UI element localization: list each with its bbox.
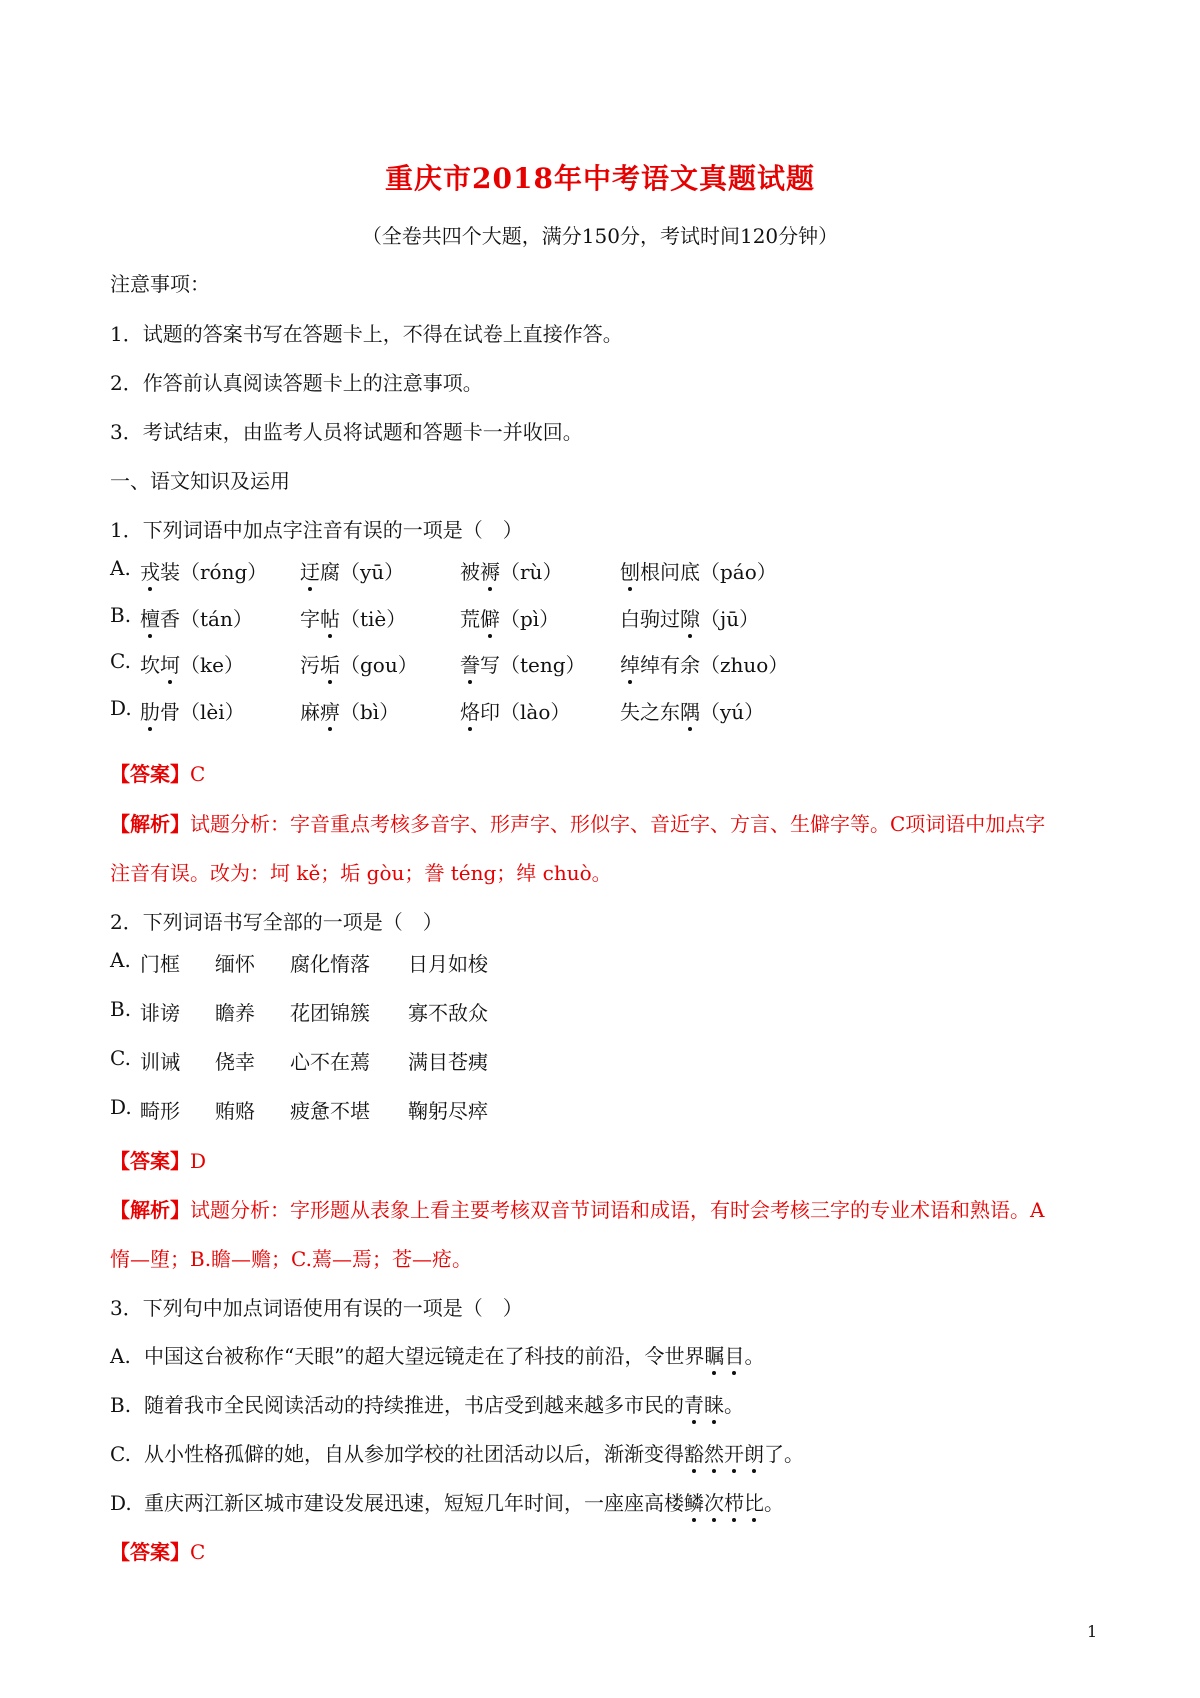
option-item bbox=[460, 603, 559, 632]
option-label: A. bbox=[110, 948, 131, 972]
option-label: C. bbox=[110, 1442, 131, 1466]
option-word: 缅怀 bbox=[215, 952, 255, 976]
option-item bbox=[140, 556, 267, 585]
dotted-char: 鳞 bbox=[684, 1487, 704, 1516]
dotted-char: 戎 bbox=[140, 556, 160, 585]
q1-option-row bbox=[110, 556, 777, 584]
dotted-char: 开 bbox=[724, 1438, 744, 1467]
dotted-char: 然 bbox=[704, 1438, 724, 1467]
option-word: 心不在蔫 bbox=[290, 1050, 370, 1074]
item-text: 腐（yū） bbox=[320, 560, 405, 584]
note-item-2: 2．作答前认真阅读答题卡上的注意事项。 bbox=[110, 371, 483, 395]
q1-analysis-line1 bbox=[110, 808, 1045, 837]
q2-option-row bbox=[110, 997, 488, 1025]
dotted-char: 睐 bbox=[704, 1389, 724, 1418]
dotted-char: 朗 bbox=[744, 1438, 764, 1467]
notes-heading: 注意事项： bbox=[110, 272, 210, 296]
item-text: （tiè） bbox=[340, 607, 407, 631]
option-item bbox=[620, 649, 788, 678]
analysis-text: 试题分析：字形题从表象上看主要考核双音节词语和成语，有时会考核三字的专业术语和熟语。A bbox=[190, 1198, 1045, 1222]
option-item bbox=[140, 603, 253, 632]
dotted-char: 隙 bbox=[680, 603, 700, 632]
item-text: 坎 bbox=[140, 653, 160, 677]
item-text: 香（tán） bbox=[160, 607, 253, 631]
option-item bbox=[300, 649, 418, 678]
option-word: 寡不敌众 bbox=[408, 1001, 488, 1025]
item-text: 失之东 bbox=[620, 700, 680, 724]
option-label: B. bbox=[110, 603, 132, 627]
q1-option-row bbox=[110, 696, 765, 724]
item-text: 印（lào） bbox=[480, 700, 571, 724]
item-text: 字 bbox=[300, 607, 320, 631]
q3-answer bbox=[110, 1536, 205, 1565]
dotted-char: 坷 bbox=[160, 649, 180, 678]
exam-subtitle: （全卷共四个大题，满分150分，考试时间120分钟） bbox=[361, 224, 839, 248]
option-word: 训诫 bbox=[140, 1050, 180, 1074]
item-text: （yú） bbox=[700, 700, 765, 724]
q3-option-row bbox=[110, 1438, 804, 1467]
dotted-char: 比 bbox=[744, 1487, 764, 1516]
option-word: 满目苍痍 bbox=[408, 1050, 488, 1074]
dotted-char: 瞩 bbox=[704, 1340, 724, 1369]
option-item bbox=[140, 649, 244, 678]
option-label: D. bbox=[110, 1491, 132, 1515]
dotted-char: 垢 bbox=[320, 649, 340, 678]
item-text: 骨（lèi） bbox=[160, 700, 245, 724]
dotted-char: 檀 bbox=[140, 603, 160, 632]
q1-option-row bbox=[110, 649, 789, 677]
analysis-tag: 【解析】 bbox=[110, 812, 190, 836]
dotted-char: 绰 bbox=[620, 649, 640, 678]
sentence-text: 重庆两江新区城市建设发展迅速，短短几年时间，一座座高楼 bbox=[144, 1491, 684, 1515]
dotted-char: 隅 bbox=[680, 696, 700, 725]
dotted-char: 迂 bbox=[300, 556, 320, 585]
answer-value: C bbox=[190, 1540, 206, 1564]
q3-option-row bbox=[110, 1487, 784, 1516]
option-word: 贿赂 bbox=[215, 1099, 255, 1123]
answer-value: D bbox=[190, 1149, 207, 1173]
sentence-text: 。 bbox=[724, 1393, 744, 1417]
option-label: C. bbox=[110, 1046, 131, 1070]
q2-analysis-line1 bbox=[110, 1194, 1044, 1223]
q2-option-row bbox=[110, 1046, 488, 1074]
option-item bbox=[620, 696, 764, 725]
dotted-char: 僻 bbox=[480, 603, 500, 632]
option-word: 日月如梭 bbox=[408, 952, 488, 976]
option-word: 花团锦簇 bbox=[290, 1001, 370, 1025]
option-label: B. bbox=[110, 997, 132, 1021]
option-item bbox=[620, 556, 777, 585]
option-word: 诽谤 bbox=[140, 1001, 180, 1025]
dotted-char: 誊 bbox=[460, 649, 480, 678]
q1-answer bbox=[110, 758, 205, 787]
item-text: 装（róng） bbox=[160, 560, 268, 584]
analysis-tag: 【解析】 bbox=[110, 1198, 190, 1222]
option-label: C. bbox=[110, 649, 131, 673]
item-text: 污 bbox=[300, 653, 320, 677]
option-label: A. bbox=[110, 1344, 131, 1368]
page-number: 1 bbox=[1087, 1622, 1098, 1641]
note-item-3: 3．考试结束，由监考人员将试题和答题卡一并收回。 bbox=[110, 420, 583, 444]
item-text: （jū） bbox=[700, 607, 760, 631]
option-item bbox=[300, 696, 399, 725]
answer-tag: 【答案】 bbox=[110, 1540, 190, 1564]
item-text: （ke） bbox=[180, 653, 244, 677]
option-word: 畸形 bbox=[140, 1099, 180, 1123]
sentence-text: 。 bbox=[744, 1344, 765, 1368]
analysis-text: 试题分析：字音重点考核多音字、形声字、形似字、音近字、方言、生僻字等。C项词语中加点字 bbox=[190, 812, 1046, 836]
q3-stem: 3．下列句中加点词语使用有误的一项是（ ） bbox=[110, 1296, 523, 1320]
option-item bbox=[620, 603, 759, 632]
item-text: 根问底（páo） bbox=[640, 560, 777, 584]
q2-option-row bbox=[110, 1095, 488, 1123]
dotted-char: 烙 bbox=[460, 696, 480, 725]
item-text: （pì） bbox=[500, 607, 560, 631]
item-text: （rù） bbox=[500, 560, 563, 584]
note-item-1: 1．试题的答案书写在答题卡上，不得在试卷上直接作答。 bbox=[110, 322, 623, 346]
item-text: （bì） bbox=[340, 700, 400, 724]
item-text: 绰有余（zhuo） bbox=[640, 653, 789, 677]
option-label: D. bbox=[110, 696, 132, 720]
sentence-text: 从小性格孤僻的她，自从参加学校的社团活动以后，渐渐变得 bbox=[144, 1442, 684, 1466]
q3-option-row bbox=[110, 1389, 744, 1418]
option-word: 门框 bbox=[140, 952, 180, 976]
item-text: 荒 bbox=[460, 607, 480, 631]
dotted-char: 青 bbox=[684, 1389, 704, 1418]
q2-answer bbox=[110, 1145, 206, 1174]
answer-tag: 【答案】 bbox=[110, 762, 190, 786]
dotted-char: 次 bbox=[704, 1487, 724, 1516]
option-item bbox=[460, 649, 586, 678]
q2-analysis-line2: 惰—堕；B.瞻—赡；C.蔫—焉；苍—疮。 bbox=[110, 1247, 473, 1271]
q1-analysis-line2: 注音有误。改为：坷 kě；垢 gòu；誊 téng；绰 chuò。 bbox=[110, 861, 612, 885]
q2-stem: 2．下列词语书写全部的一项是（ ） bbox=[110, 910, 443, 934]
option-item bbox=[460, 556, 562, 585]
q1-option-row bbox=[110, 603, 760, 631]
exam-title: 重庆市2018年中考语文真题试题 bbox=[385, 162, 815, 195]
q2-option-row bbox=[110, 948, 488, 976]
dotted-char: 帖 bbox=[320, 603, 340, 632]
sentence-text: 随着我市全民阅读活动的持续推进，书店受到越来越多市民的 bbox=[144, 1393, 684, 1417]
dotted-char: 刨 bbox=[620, 556, 640, 585]
item-text: 被 bbox=[460, 560, 480, 584]
option-label: D. bbox=[110, 1095, 132, 1119]
option-item bbox=[140, 696, 245, 725]
item-text: （gou） bbox=[340, 653, 418, 677]
q1-stem: 1．下列词语中加点字注音有误的一项是（ ） bbox=[110, 518, 523, 542]
q3-option-row bbox=[110, 1340, 764, 1369]
answer-tag: 【答案】 bbox=[110, 1149, 190, 1173]
option-label: A. bbox=[110, 556, 131, 580]
option-item bbox=[460, 696, 570, 725]
item-text: 写（teng） bbox=[480, 653, 586, 677]
dotted-char: 豁 bbox=[684, 1438, 704, 1467]
option-word: 疲惫不堪 bbox=[290, 1099, 370, 1123]
option-word: 瞻养 bbox=[215, 1001, 255, 1025]
dotted-char: 痹 bbox=[320, 696, 340, 725]
option-word: 腐化惰落 bbox=[290, 952, 370, 976]
option-item bbox=[300, 603, 406, 632]
dotted-char: 褥 bbox=[480, 556, 500, 585]
section-heading: 一、语文知识及运用 bbox=[110, 469, 290, 493]
answer-value: C bbox=[190, 762, 206, 786]
option-item bbox=[300, 556, 404, 585]
item-text: 白驹过 bbox=[620, 607, 680, 631]
sentence-text: 中国这台被称作“天眼”的超大望远镜走在了科技的前沿，令世界 bbox=[144, 1344, 705, 1368]
dotted-char: 肋 bbox=[140, 696, 160, 725]
sentence-text: 了。 bbox=[764, 1442, 804, 1466]
sentence-text: 。 bbox=[764, 1491, 784, 1515]
option-label: B. bbox=[110, 1393, 132, 1417]
dotted-char: 目 bbox=[724, 1340, 744, 1369]
dotted-char: 栉 bbox=[724, 1487, 744, 1516]
option-word: 侥幸 bbox=[215, 1050, 255, 1074]
option-word: 鞠躬尽瘁 bbox=[408, 1099, 488, 1123]
item-text: 麻 bbox=[300, 700, 320, 724]
